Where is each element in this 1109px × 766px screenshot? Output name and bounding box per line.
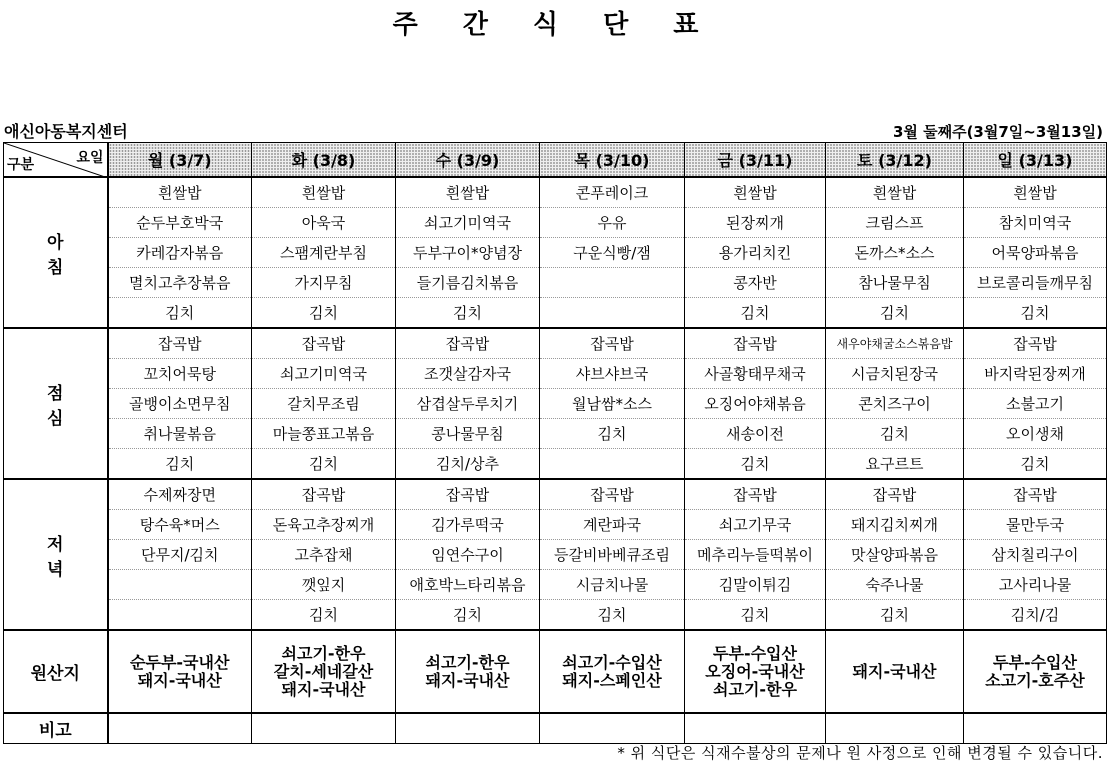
menu-item: 꼬치어묵탕: [108, 359, 252, 389]
note-row: [4, 713, 1107, 744]
note-cell: [964, 713, 1107, 744]
note-cell: [108, 713, 252, 744]
meal-label: [4, 479, 108, 630]
menu-item: 흰쌀밥: [964, 177, 1107, 208]
menu-item: 김치: [252, 298, 396, 329]
meal-label-top: 저: [47, 534, 64, 555]
weekly-menu-table: [3, 142, 1107, 744]
menu-item: 숙주나물: [826, 570, 964, 600]
menu-item: 크림스프: [826, 208, 964, 238]
menu-item: 돈육고추장찌개: [252, 510, 396, 540]
footnote: * 위 식단은 식재수불상의 문제나 원 사정으로 인해 변경될 수 있습니다.: [617, 744, 1103, 762]
menu-item: 잡곡밥: [252, 328, 396, 359]
origin-line: 쇠고기-한우: [425, 652, 510, 672]
menu-item: 김치: [826, 298, 964, 329]
note-cell: [396, 713, 540, 744]
origin-row: [4, 630, 1107, 713]
meal-label-top: 점: [47, 383, 64, 404]
menu-item: 흰쌀밥: [108, 177, 252, 208]
menu-item: 잡곡밥: [108, 328, 252, 359]
menu-item: 잡곡밥: [685, 479, 826, 510]
origin-cell: [685, 630, 826, 713]
day-header: 토 (3/12): [826, 143, 964, 178]
page-title: 주 간 식 단 표: [392, 10, 717, 40]
origin-line: 돼지-스페인산: [562, 670, 662, 690]
origin-line: 두부-수입산: [993, 652, 1077, 672]
menu-item: 삼겹살두루치기: [396, 389, 540, 419]
menu-item: 샤브샤브국: [540, 359, 685, 389]
menu-item: 김치: [826, 419, 964, 449]
menu-item: 김치: [540, 419, 685, 449]
menu-item: 우유: [540, 208, 685, 238]
meal-row: [4, 449, 1107, 480]
menu-item: 참나물무침: [826, 268, 964, 298]
menu-item: 물만두국: [964, 510, 1107, 540]
meal-row: [4, 177, 1107, 208]
origin-line: 돼지-국내산: [137, 670, 222, 690]
meal-row: [4, 479, 1107, 510]
meal-row: [4, 600, 1107, 631]
menu-item: 어묵양파볶음: [964, 238, 1107, 268]
origin-cell: [964, 630, 1107, 713]
menu-item: 단무지/김치: [108, 540, 252, 570]
header-row: [4, 143, 1107, 178]
menu-item: 소불고기: [964, 389, 1107, 419]
menu-item: [108, 570, 252, 600]
meal-row: [4, 238, 1107, 268]
origin-cell: [396, 630, 540, 713]
origin-label: 원산지: [4, 630, 108, 713]
menu-item: 잡곡밥: [252, 479, 396, 510]
menu-item: 스팸계란부침: [252, 238, 396, 268]
menu-item: [108, 600, 252, 631]
menu-item: 오징어야채볶음: [685, 389, 826, 419]
menu-item: 월남쌈*소스: [540, 389, 685, 419]
note-label: 비고: [4, 713, 108, 744]
menu-item: 김치: [964, 449, 1107, 480]
origin-line: 쇠고기-수입산: [562, 652, 662, 672]
meal-row: [4, 359, 1107, 389]
meal-row: [4, 328, 1107, 359]
menu-item: 쇠고기미역국: [252, 359, 396, 389]
menu-item: 맛살양파볶음: [826, 540, 964, 570]
origin-line: 순두부-국내산: [130, 652, 230, 672]
menu-item: 돈까스*소스: [826, 238, 964, 268]
menu-item: 김치/상추: [396, 449, 540, 480]
origin-line: 쇠고기-한우: [281, 643, 366, 663]
note-cell: [685, 713, 826, 744]
day-header: 수 (3/9): [396, 143, 540, 178]
menu-item: 탕수육*머스: [108, 510, 252, 540]
menu-item: 김치: [108, 449, 252, 480]
meal-row: [4, 510, 1107, 540]
menu-item: 김치: [252, 600, 396, 631]
day-header: 월 (3/7): [108, 143, 252, 178]
menu-item: [540, 449, 685, 480]
origin-cell: [826, 630, 964, 713]
origin-line: 쇠고기-한우: [713, 679, 797, 699]
menu-item: 김말이튀김: [685, 570, 826, 600]
corner-label-weekday: 요일: [76, 150, 104, 166]
menu-item: 흰쌀밥: [826, 177, 964, 208]
menu-item: 콩자반: [685, 268, 826, 298]
week-label: 3월 둘째주(3월7일~3월13일): [892, 123, 1103, 141]
origin-line: 두부-수입산: [713, 643, 797, 663]
menu-item: 잡곡밥: [964, 328, 1107, 359]
menu-item: 김치: [685, 600, 826, 631]
menu-item: 새우야채굴소스볶음밥: [826, 328, 964, 359]
menu-item: 김치: [826, 600, 964, 631]
menu-item: 콩나물무침: [396, 419, 540, 449]
menu-item: 임연수구이: [396, 540, 540, 570]
note-cell: [826, 713, 964, 744]
menu-item: 김치: [252, 449, 396, 480]
meal-row: [4, 208, 1107, 238]
menu-item: 사골황태무채국: [685, 359, 826, 389]
menu-item: 두부구이*양념장: [396, 238, 540, 268]
menu-item: [540, 268, 685, 298]
origin-line: 소고기-호주산: [985, 670, 1085, 690]
menu-item: 갈치무조림: [252, 389, 396, 419]
origin-line: 갈치-세네갈산: [273, 661, 374, 681]
corner-cell: [4, 143, 108, 178]
menu-item: [540, 298, 685, 329]
menu-item: 콘치즈구이: [826, 389, 964, 419]
meal-label-top: 아: [47, 232, 64, 253]
meal-label-bottom: 녁: [47, 559, 64, 580]
menu-item: 요구르트: [826, 449, 964, 480]
menu-item: 시금치된장국: [826, 359, 964, 389]
menu-item: 메추리누들떡볶이: [685, 540, 826, 570]
menu-body: [4, 177, 1107, 630]
menu-item: 흰쌀밥: [396, 177, 540, 208]
note-cell: [540, 713, 685, 744]
menu-item: 등갈비바베큐조림: [540, 540, 685, 570]
origin-cell: [540, 630, 685, 713]
menu-item: 쇠고기미역국: [396, 208, 540, 238]
origin-cell: [108, 630, 252, 713]
menu-item: 김치: [540, 600, 685, 631]
menu-item: 오이생채: [964, 419, 1107, 449]
center-name: 애신아동복지센터: [4, 122, 128, 141]
menu-item: 흰쌀밥: [252, 177, 396, 208]
menu-item: 김치: [396, 298, 540, 329]
meal-row: [4, 268, 1107, 298]
corner-label-category: 구분: [7, 157, 35, 173]
menu-item: 김치: [685, 298, 826, 329]
meal-label: [4, 328, 108, 479]
origin-line: 돼지-국내산: [852, 661, 937, 681]
menu-item: 된장찌개: [685, 208, 826, 238]
menu-item: 쇠고기무국: [685, 510, 826, 540]
menu-item: 시금치나물: [540, 570, 685, 600]
menu-item: 순두부호박국: [108, 208, 252, 238]
menu-item: 참치미역국: [964, 208, 1107, 238]
menu-item: 잡곡밥: [826, 479, 964, 510]
menu-item: 흰쌀밥: [685, 177, 826, 208]
menu-item: 새송이전: [685, 419, 826, 449]
day-header: 금 (3/11): [685, 143, 826, 178]
menu-item: 김가루떡국: [396, 510, 540, 540]
meal-row: [4, 298, 1107, 329]
menu-item: 잡곡밥: [685, 328, 826, 359]
menu-item: 깻잎지: [252, 570, 396, 600]
menu-item: 카레감자볶음: [108, 238, 252, 268]
meal-row: [4, 419, 1107, 449]
menu-item: 브로콜리들깨무침: [964, 268, 1107, 298]
menu-item: 가지무침: [252, 268, 396, 298]
menu-item: 멸치고추장볶음: [108, 268, 252, 298]
meal-label-bottom: 심: [47, 408, 64, 429]
menu-item: 애호박느타리볶음: [396, 570, 540, 600]
menu-item: 김치: [108, 298, 252, 329]
day-header: 일 (3/13): [964, 143, 1107, 178]
menu-item: 수제짜장면: [108, 479, 252, 510]
menu-item: 조갯살감자국: [396, 359, 540, 389]
menu-item: 잡곡밥: [964, 479, 1107, 510]
meal-label-bottom: 침: [47, 257, 64, 278]
menu-item: 콘푸레이크: [540, 177, 685, 208]
origin-cell: [252, 630, 396, 713]
origin-line: 오징어-국내산: [705, 661, 805, 681]
menu-item: 잡곡밥: [396, 479, 540, 510]
menu-item: 골뱅이소면무침: [108, 389, 252, 419]
menu-item: 잡곡밥: [540, 328, 685, 359]
menu-item: 마늘쫑표고볶음: [252, 419, 396, 449]
menu-item: 들기름김치볶음: [396, 268, 540, 298]
origin-line: 돼지-국내산: [281, 679, 366, 699]
menu-item: 김치: [964, 298, 1107, 329]
day-header: 화 (3/8): [252, 143, 396, 178]
note-cell: [252, 713, 396, 744]
menu-item: 고추잡채: [252, 540, 396, 570]
menu-item: 용가리치킨: [685, 238, 826, 268]
menu-item: 바지락된장찌개: [964, 359, 1107, 389]
menu-item: 잡곡밥: [540, 479, 685, 510]
menu-item: 김치: [396, 600, 540, 631]
meal-row: [4, 540, 1107, 570]
menu-item: 김치: [685, 449, 826, 480]
menu-item: 돼지김치찌개: [826, 510, 964, 540]
menu-item: 계란파국: [540, 510, 685, 540]
origin-line: 돼지-국내산: [425, 670, 510, 690]
menu-item: 삼치칠리구이: [964, 540, 1107, 570]
menu-item: 잡곡밥: [396, 328, 540, 359]
menu-item: 취나물볶음: [108, 419, 252, 449]
menu-item: 고사리나물: [964, 570, 1107, 600]
day-header: 목 (3/10): [540, 143, 685, 178]
meal-row: [4, 570, 1107, 600]
menu-item: 김치/김: [964, 600, 1107, 631]
meal-label: [4, 177, 108, 328]
meal-row: [4, 389, 1107, 419]
menu-item: 아욱국: [252, 208, 396, 238]
menu-item: 구운식빵/잼: [540, 238, 685, 268]
